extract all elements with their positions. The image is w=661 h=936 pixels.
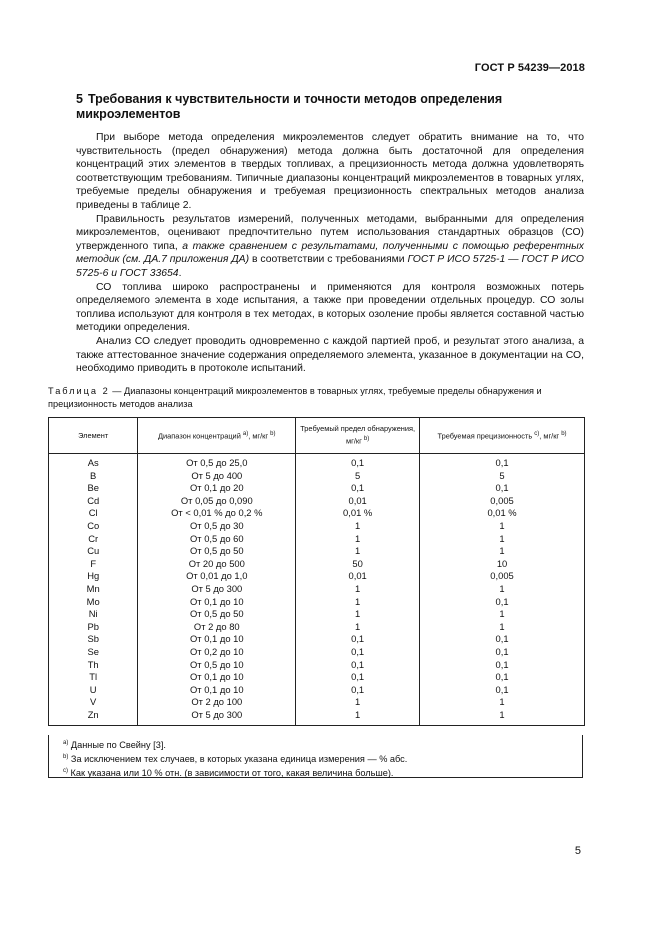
cell-element: Cu [49, 545, 138, 558]
cell-precision: 5 [420, 470, 585, 483]
cell-range: От 0,1 до 20 [138, 482, 296, 495]
cell-element: Tl [49, 671, 138, 684]
table-row [49, 583, 585, 596]
paragraph-2-italic-standards: ГОСТ Р ИСО 5725-1 — ГОСТ Р ИСО 5725-6 и ГОСТ 33654 [76, 254, 585, 279]
table-row [49, 659, 585, 672]
header-precision: Требуемая прецизионность $^{c)}$, мг/кг $^{b)}$ [420, 418, 585, 454]
cell-detection-limit: 5 [296, 470, 420, 483]
cell-precision: 0,1 [420, 646, 585, 659]
cell-detection-limit: 0,1 [296, 671, 420, 684]
cell-range: От < 0,01 % до 0,2 % [138, 507, 296, 520]
cell-precision: 1 [420, 533, 585, 546]
cell-precision: 1 [420, 545, 585, 558]
cell-element: Cl [49, 507, 138, 520]
cell-precision: 1 [420, 621, 585, 634]
table-row [49, 533, 585, 546]
cell-element: Th [49, 659, 138, 672]
cell-range: От 0,1 до 10 [138, 684, 296, 697]
paragraph-2 [76, 213, 584, 281]
cell-element: Mo [49, 596, 138, 609]
cell-element: Be [49, 482, 138, 495]
document-header: ГОСТ Р 54239—2018 [474, 62, 585, 74]
cell-range: От 2 до 80 [138, 621, 296, 634]
cell-range: От 5 до 400 [138, 470, 296, 483]
microelements-table [48, 417, 585, 726]
table-row [49, 545, 585, 558]
cell-detection-limit: 0,1 [296, 633, 420, 646]
header-range: Диапазон концентраций $^{а)}$, мг/кг $^{b)}$ [138, 418, 296, 454]
header-detection-limit: Требуемый предел обнаружения, мг/кг $^{b)}$ [296, 418, 420, 454]
cell-range: От 0,5 до 30 [138, 520, 296, 533]
cell-element: Mn [49, 583, 138, 596]
cell-detection-limit: 1 [296, 583, 420, 596]
cell-precision: 1 [420, 608, 585, 621]
cell-range: От 0,5 до 25,0 [138, 454, 296, 470]
table-caption [48, 385, 588, 410]
section-number: 5 [76, 92, 83, 106]
cell-precision: 0,1 [420, 482, 585, 495]
cell-element: B [49, 470, 138, 483]
cell-precision: 0,1 [420, 671, 585, 684]
cell-detection-limit: 0,01 [296, 570, 420, 583]
cell-precision: 0,1 [420, 659, 585, 672]
cell-range: От 0,5 до 10 [138, 659, 296, 672]
table-row [49, 454, 585, 470]
cell-detection-limit: 1 [296, 709, 420, 726]
page-number: 5 [574, 845, 581, 857]
table-row [49, 621, 585, 634]
cell-detection-limit: 1 [296, 520, 420, 533]
cell-precision: 0,01 % [420, 507, 585, 520]
section-title-text: Требования к чувствительности и точности методов определения микроэлементов [76, 92, 503, 121]
table-row [49, 671, 585, 684]
cell-precision: 0,005 [420, 570, 585, 583]
cell-element: Cd [49, 495, 138, 508]
paragraph-2-part-c: в соответствии с требованиями [249, 254, 408, 266]
cell-detection-limit: 1 [296, 621, 420, 634]
cell-element: Hg [49, 570, 138, 583]
paragraph-2-end: . [178, 267, 182, 279]
cell-range: От 20 до 500 [138, 558, 296, 571]
section-title [76, 92, 576, 122]
table-row [49, 608, 585, 621]
cell-element: Cr [49, 533, 138, 546]
cell-element: As [49, 454, 138, 470]
table-row [49, 558, 585, 571]
cell-range: От 0,5 до 50 [138, 608, 296, 621]
cell-range: От 0,1 до 10 [138, 633, 296, 646]
header-element: Элемент [49, 418, 138, 454]
cell-element: Co [49, 520, 138, 533]
table-row [49, 696, 585, 709]
cell-detection-limit: 0,1 [296, 659, 420, 672]
paragraph-3: СО топлива широко распространены и применяются для контроля возможных потерь определяемого элемента в ходе испытания, а также при проведении отдельных процедур. СО золы топлива используют для контроля в тех методах, в которых озоление пробы является составной частью методики определения. [76, 281, 584, 334]
cell-detection-limit: 1 [296, 608, 420, 621]
cell-range: От 0,2 до 10 [138, 646, 296, 659]
cell-range: От 0,1 до 10 [138, 596, 296, 609]
cell-detection-limit: 0,1 [296, 684, 420, 697]
note-a: $^{а)}$ Данные по Свейну [3]. [63, 740, 166, 751]
cell-element: Zn [49, 709, 138, 726]
cell-element: Se [49, 646, 138, 659]
table-row [49, 709, 585, 726]
table-row [49, 470, 585, 483]
cell-element: F [49, 558, 138, 571]
table-body [49, 454, 585, 726]
cell-range: От 0,01 до 1,0 [138, 570, 296, 583]
cell-element: Pb [49, 621, 138, 634]
cell-precision: 0,1 [420, 454, 585, 470]
table-header-row [49, 418, 585, 454]
table-row [49, 684, 585, 697]
table-row [49, 570, 585, 583]
cell-detection-limit: 1 [296, 696, 420, 709]
table-row [49, 507, 585, 520]
table-row [49, 482, 585, 495]
cell-element: Sb [49, 633, 138, 646]
paragraph-4: Анализ СО следует проводить одновременно с каждой партией проб, и результат этого анализа, а также аттестованное значение содержания определяемого элемента, указанное в документации на СО, необходимо приводить в протоколе испытаний. [76, 335, 584, 375]
cell-range: От 2 до 100 [138, 696, 296, 709]
paragraph-2-italic-reference: а также сравнением с результатами, полученными с помощью референтных методик (см. ДА.7 приложения ДА) [76, 240, 584, 266]
cell-element: V [49, 696, 138, 709]
cell-precision: 1 [420, 696, 585, 709]
cell-range: От 0,05 до 0,090 [138, 495, 296, 508]
note-b: $^{b)}$ За исключением тех случаев, в которых указана единица измерения — % абс. [63, 753, 408, 764]
cell-detection-limit: 0,1 [296, 646, 420, 659]
cell-precision: 10 [420, 558, 585, 571]
cell-detection-limit: 1 [296, 545, 420, 558]
cell-precision: 1 [420, 709, 585, 726]
cell-range: От 5 до 300 [138, 583, 296, 596]
cell-range: От 0,5 до 60 [138, 533, 296, 546]
cell-precision: 0,005 [420, 495, 585, 508]
table-row [49, 646, 585, 659]
table-row [49, 495, 585, 508]
cell-detection-limit: 1 [296, 596, 420, 609]
cell-precision: 0,1 [420, 684, 585, 697]
cell-range: От 0,5 до 50 [138, 545, 296, 558]
cell-precision: 1 [420, 520, 585, 533]
table-notes [48, 735, 583, 778]
cell-detection-limit: 0,1 [296, 454, 420, 470]
paragraph-2-part-a: Правильность результатов измерений, полученных методами, выбранными для определения микроэлементов, оценивают предпочтительно путем использования стандартных образцов (СО) утвержденного типа, [76, 213, 584, 252]
paragraph-1: При выборе метода определения микроэлементов следует обратить внимание на то, что чувствительность (предел обнаружения) метода должна быть достаточной для определения концентраций этих элементов в твердых топливах, а прецизионность метода должна удовлетворять соответствующим требованиям. Типичные диапазоны концентраций микроэлементов в товарных углях, требуемые пределы обнаружения и требуемая прецизионность спектральных методов анализа приведены в таблице 2. [76, 132, 584, 211]
table-row [49, 633, 585, 646]
cell-detection-limit: 50 [296, 558, 420, 571]
cell-precision: 0,1 [420, 633, 585, 646]
cell-range: От 5 до 300 [138, 709, 296, 726]
cell-element: U [49, 684, 138, 697]
table-row [49, 596, 585, 609]
body-text [76, 131, 584, 376]
table-caption-label: Таблица 2 [48, 386, 110, 396]
cell-detection-limit: 0,1 [296, 482, 420, 495]
cell-detection-limit: 0,01 % [296, 507, 420, 520]
cell-detection-limit: 1 [296, 533, 420, 546]
cell-element: Ni [49, 608, 138, 621]
cell-range: От 0,1 до 10 [138, 671, 296, 684]
note-c: $^{c)}$ Как указана или 10 % отн. (в зависимости от того, какая величина больше). [63, 767, 394, 778]
table-row [49, 520, 585, 533]
cell-precision: 1 [420, 583, 585, 596]
table-caption-text: — Диапазоны концентраций микроэлементов в товарных углях, требуемые пределы обнаружения и прецизионность методов анализа [48, 386, 542, 409]
cell-detection-limit: 0,01 [296, 495, 420, 508]
cell-precision: 0,1 [420, 596, 585, 609]
